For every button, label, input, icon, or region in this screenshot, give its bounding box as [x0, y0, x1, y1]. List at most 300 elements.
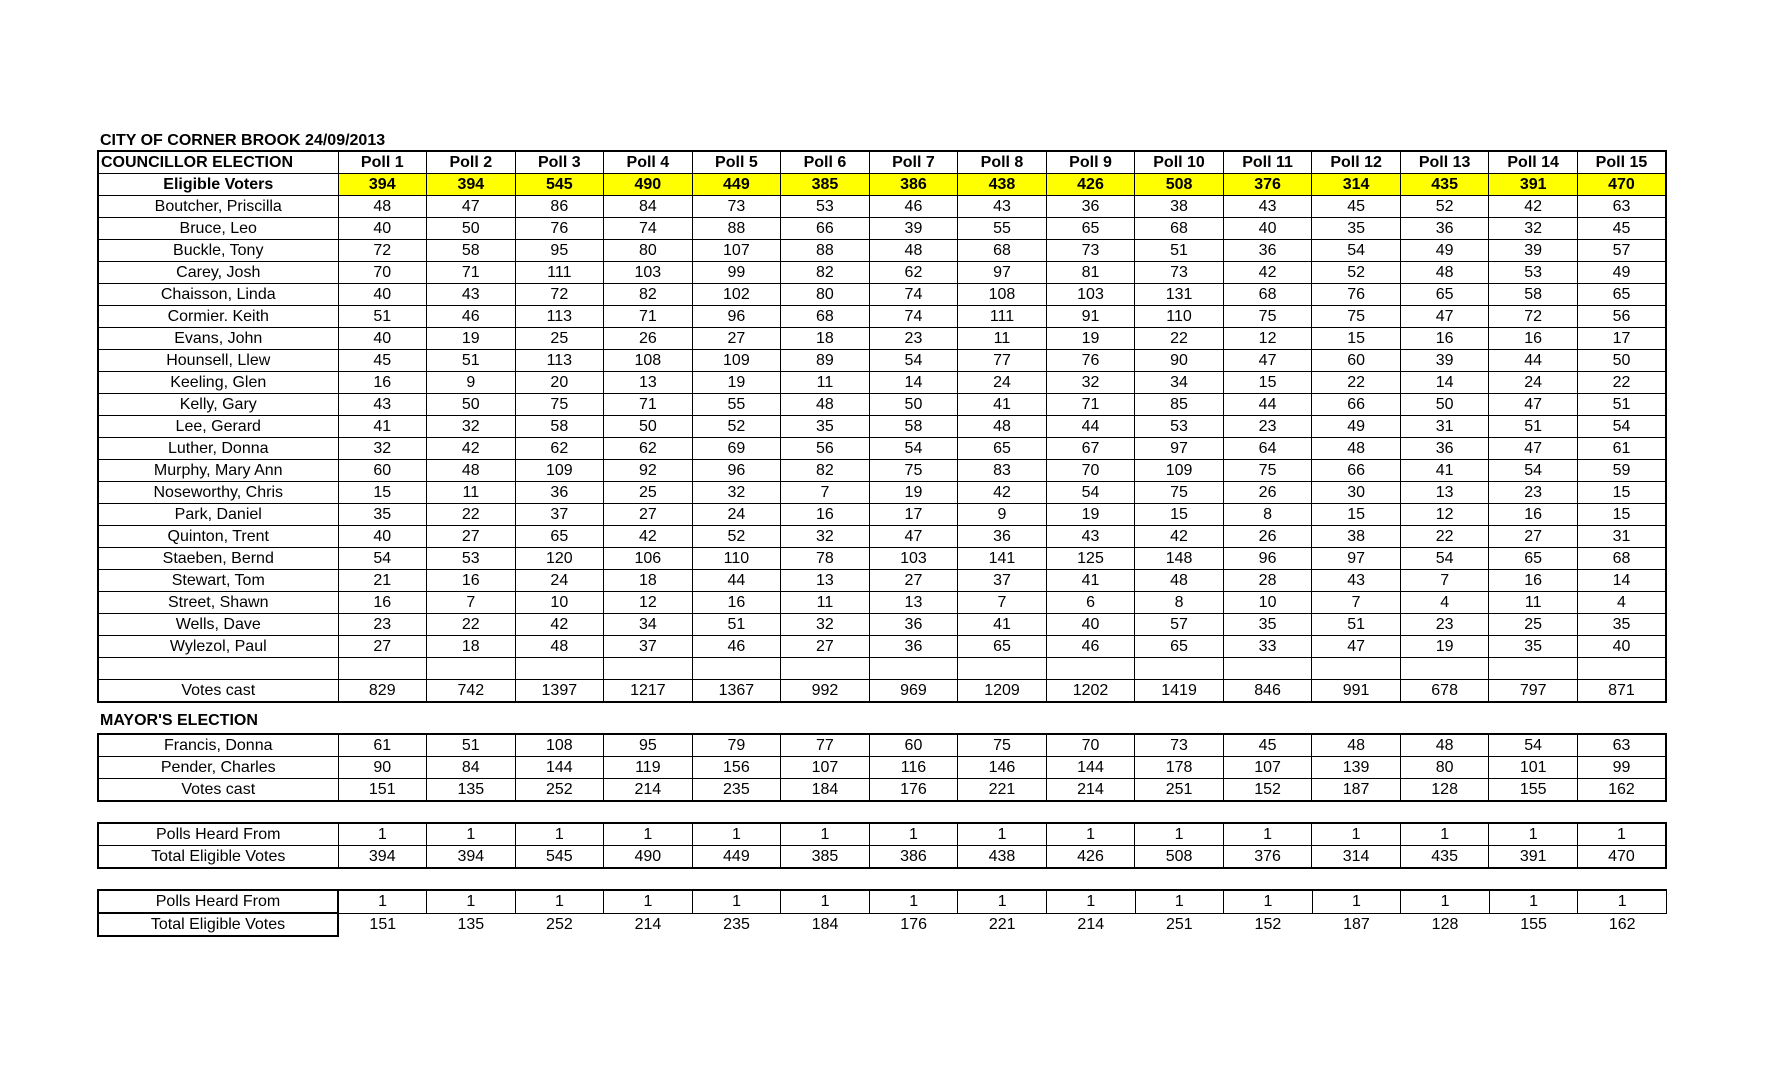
poll-header: Poll 14: [1489, 151, 1578, 174]
vote-count-cell: 11: [781, 372, 870, 394]
vote-count-cell: 58: [427, 240, 516, 262]
row-label: Wylezol, Paul: [98, 636, 338, 658]
vote-count-cell: 38: [1135, 196, 1224, 218]
vote-count-cell: 470: [1577, 174, 1666, 196]
vote-count-cell: 97: [1135, 438, 1224, 460]
vote-count-cell: 991: [1312, 680, 1401, 703]
vote-count-cell: 42: [1489, 196, 1578, 218]
vote-count-cell: 8: [1223, 504, 1312, 526]
vote-count-cell: 65: [1577, 284, 1666, 306]
vote-count-cell: 90: [1135, 350, 1224, 372]
vote-count-cell: 51: [338, 306, 427, 328]
vote-count-cell: 221: [988, 915, 1016, 933]
votes-cast-row: [98, 680, 1666, 703]
vote-count-cell: 141: [958, 548, 1047, 570]
vote-count-cell: 68: [781, 306, 870, 328]
vote-count-cell: 49: [1312, 416, 1401, 438]
vote-count-cell: 4: [1577, 592, 1666, 614]
vote-count-cell: 39: [1489, 240, 1578, 262]
vote-count-cell: 26: [1223, 482, 1312, 504]
vote-count-cell: 508: [1135, 846, 1224, 869]
vote-count-cell: 39: [869, 218, 958, 240]
vote-count-cell: 394: [338, 846, 427, 869]
councillor-heading: COUNCILLOR ELECTION: [98, 151, 338, 174]
vote-count-cell: 108: [515, 734, 604, 757]
vote-count-cell: 95: [604, 734, 693, 757]
vote-count-cell: 16: [1489, 570, 1578, 592]
vote-count-cell: 52: [692, 526, 781, 548]
blank-cell: [1577, 658, 1666, 680]
vote-count-cell: 32: [427, 416, 516, 438]
blank-cell: [692, 658, 781, 680]
vote-count-cell: 42: [1135, 526, 1224, 548]
blank-cell: [427, 658, 516, 680]
vote-count-cell: 41: [338, 416, 427, 438]
candidate-row: [98, 636, 1666, 658]
vote-count-cell: 1397: [515, 680, 604, 703]
row-label: Kelly, Gary: [98, 394, 338, 416]
vote-count-cell: 27: [692, 328, 781, 350]
row-label: Park, Daniel: [98, 504, 338, 526]
vote-count-cell: 15: [1312, 504, 1401, 526]
vote-count-cell: 48: [1312, 438, 1401, 460]
vote-count-cell: 41: [958, 394, 1047, 416]
vote-count-cell: 7: [427, 592, 516, 614]
vote-count-cell: 109: [1135, 460, 1224, 482]
row-label: Total Eligible Votes: [98, 913, 338, 936]
vote-count-cell: 62: [604, 438, 693, 460]
row-label: Polls Heard From: [98, 823, 338, 846]
vote-count-cell: 14: [1577, 570, 1666, 592]
vote-count-cell: 75: [958, 734, 1047, 757]
vote-count-cell: 42: [604, 526, 693, 548]
vote-count-cell: 55: [958, 218, 1047, 240]
vote-count-cell: 1: [338, 823, 427, 846]
vote-count-cell: 22: [1400, 526, 1489, 548]
vote-count-cell: 65: [1135, 636, 1224, 658]
vote-count-cell: 20: [515, 372, 604, 394]
vote-count-cell: 51: [427, 734, 516, 757]
vote-count-cell: 37: [604, 636, 693, 658]
vote-count-cell: 1: [1224, 890, 1313, 913]
vote-count-cell: 71: [604, 306, 693, 328]
poll-header: Poll 6: [781, 151, 870, 174]
vote-count-cell: 252: [515, 779, 604, 802]
vote-count-cell: 116: [869, 757, 958, 779]
vote-count-cell: 176: [900, 915, 927, 933]
candidate-row: [98, 328, 1666, 350]
vote-count-cell: 32: [692, 482, 781, 504]
vote-count-cell: 155: [1520, 915, 1547, 933]
vote-count-cell: 66: [1312, 460, 1401, 482]
poll-header: Poll 2: [427, 151, 516, 174]
row-label: Hounsell, Llew: [98, 350, 338, 372]
vote-count-cell: 53: [1135, 416, 1224, 438]
vote-count-cell: 54: [1400, 548, 1489, 570]
vote-count-cell: 1: [515, 890, 604, 913]
vote-count-cell: 45: [1312, 196, 1401, 218]
vote-count-cell: 12: [604, 592, 693, 614]
vote-count-cell: 58: [515, 416, 604, 438]
vote-count-cell: 47: [1400, 306, 1489, 328]
row-label: Keeling, Glen: [98, 372, 338, 394]
vote-count-cell: 40: [1577, 636, 1666, 658]
vote-count-cell: 113: [515, 350, 604, 372]
vote-count-cell: 490: [604, 174, 693, 196]
vote-count-cell: 48: [1312, 734, 1401, 757]
vote-count-cell: 24: [515, 570, 604, 592]
vote-count-cell: 23: [338, 614, 427, 636]
vote-count-cell: 60: [338, 460, 427, 482]
vote-count-cell: 50: [427, 394, 516, 416]
vote-count-cell: 102: [692, 284, 781, 306]
vote-count-cell: 394: [427, 846, 516, 869]
vote-count-cell: 15: [1577, 504, 1666, 526]
vote-count-cell: 58: [869, 416, 958, 438]
vote-count-cell: 82: [781, 262, 870, 284]
vote-count-cell: 59: [1577, 460, 1666, 482]
vote-count-cell: 438: [958, 174, 1047, 196]
vote-count-cell: 50: [1577, 350, 1666, 372]
vote-count-cell: 86: [515, 196, 604, 218]
row-label: Francis, Donna: [98, 734, 338, 757]
vote-count-cell: 44: [1489, 350, 1578, 372]
vote-count-cell: 449: [692, 846, 781, 869]
vote-count-cell: 1: [1312, 890, 1401, 913]
vote-count-cell: 14: [1400, 372, 1489, 394]
vote-count-cell: 144: [1046, 757, 1135, 779]
vote-count-cell: 103: [869, 548, 958, 570]
vote-count-cell: 34: [604, 614, 693, 636]
vote-count-cell: 42: [427, 438, 516, 460]
vote-count-cell: 1: [1046, 823, 1135, 846]
vote-count-cell: 18: [427, 636, 516, 658]
vote-count-cell: 101: [1489, 757, 1578, 779]
vote-count-cell: 187: [1312, 779, 1401, 802]
row-label: Lee, Gerard: [98, 416, 338, 438]
vote-count-cell: 23: [1489, 482, 1578, 504]
vote-count-cell: 1419: [1135, 680, 1224, 703]
vote-count-cell: 144: [515, 757, 604, 779]
councillor-table: [97, 150, 1667, 703]
vote-count-cell: 15: [1312, 328, 1401, 350]
vote-count-cell: 84: [427, 757, 516, 779]
vote-count-cell: 1: [427, 890, 516, 913]
vote-count-cell: 82: [781, 460, 870, 482]
vote-count-cell: 314: [1312, 174, 1401, 196]
vote-count-cell: 1: [958, 890, 1047, 913]
election-results-sheet: [97, 129, 1667, 937]
vote-count-cell: 107: [692, 240, 781, 262]
vote-count-cell: 394: [427, 174, 516, 196]
vote-count-cell: 70: [338, 262, 427, 284]
poll-header: Poll 5: [692, 151, 781, 174]
vote-count-cell: 15: [338, 482, 427, 504]
vote-count-cell: 108: [604, 350, 693, 372]
vote-count-cell: 1367: [692, 680, 781, 703]
vote-count-cell: 13: [604, 372, 693, 394]
poll-header: Poll 11: [1223, 151, 1312, 174]
row-label: Evans, John: [98, 328, 338, 350]
vote-count-cell: 27: [427, 526, 516, 548]
vote-count-cell: 508: [1135, 174, 1224, 196]
vote-count-cell: 235: [692, 779, 781, 802]
vote-count-cell: 73: [692, 196, 781, 218]
vote-count-cell: 10: [1223, 592, 1312, 614]
blank-cell: [1223, 658, 1312, 680]
vote-count-cell: 52: [1312, 262, 1401, 284]
poll-header: Poll 4: [604, 151, 693, 174]
vote-count-cell: 63: [1577, 734, 1666, 757]
vote-count-cell: 51: [1577, 394, 1666, 416]
vote-count-cell: 449: [692, 174, 781, 196]
vote-count-cell: 51: [1489, 416, 1578, 438]
vote-count-cell: 1217: [604, 680, 693, 703]
row-label: Chaisson, Linda: [98, 284, 338, 306]
vote-count-cell: 57: [1135, 614, 1224, 636]
vote-count-cell: 48: [869, 240, 958, 262]
vote-count-cell: 45: [1223, 734, 1312, 757]
vote-count-cell: 36: [1400, 218, 1489, 240]
vote-count-cell: 385: [781, 174, 870, 196]
vote-count-cell: 27: [869, 570, 958, 592]
vote-count-cell: 92: [604, 460, 693, 482]
vote-count-cell: 50: [1400, 394, 1489, 416]
vote-count-cell: 53: [781, 196, 870, 218]
vote-count-cell: 46: [869, 196, 958, 218]
vote-count-cell: 146: [958, 757, 1047, 779]
vote-count-cell: 54: [1489, 460, 1578, 482]
vote-count-cell: 40: [338, 328, 427, 350]
vote-count-cell: 46: [1046, 636, 1135, 658]
vote-count-cell: 103: [604, 262, 693, 284]
vote-count-cell: 7: [781, 482, 870, 504]
vote-count-cell: 13: [1400, 482, 1489, 504]
vote-count-cell: 108: [958, 284, 1047, 306]
vote-count-cell: 44: [692, 570, 781, 592]
vote-count-cell: 63: [1577, 196, 1666, 218]
vote-count-cell: 214: [604, 779, 693, 802]
vote-count-cell: 23: [1400, 614, 1489, 636]
vote-count-cell: 36: [869, 636, 958, 658]
vote-count-cell: 36: [958, 526, 1047, 548]
vote-count-cell: 16: [338, 372, 427, 394]
vote-count-cell: 69: [692, 438, 781, 460]
vote-count-cell: 235: [723, 915, 750, 933]
vote-count-cell: 46: [427, 306, 516, 328]
vote-count-cell: 969: [869, 680, 958, 703]
candidate-row: [98, 592, 1666, 614]
vote-count-cell: 60: [869, 734, 958, 757]
vote-count-cell: 48: [781, 394, 870, 416]
vote-count-cell: 44: [1046, 416, 1135, 438]
vote-count-cell: 13: [869, 592, 958, 614]
poll-header-row: [98, 151, 1666, 174]
vote-count-cell: 1: [338, 890, 427, 913]
vote-count-cell: 25: [604, 482, 693, 504]
vote-count-cell: 41: [1400, 460, 1489, 482]
vote-count-cell: 44: [1223, 394, 1312, 416]
vote-count-cell: 435: [1400, 174, 1489, 196]
vote-count-cell: 1: [1135, 823, 1224, 846]
blank-cell: [338, 658, 427, 680]
vote-count-cell: 438: [958, 846, 1047, 869]
vote-count-cell: 742: [427, 680, 516, 703]
vote-count-cell: 72: [338, 240, 427, 262]
vote-count-cell: 35: [1577, 614, 1666, 636]
vote-count-cell: 1: [1578, 890, 1667, 913]
vote-count-cell: 16: [1489, 504, 1578, 526]
vote-count-cell: 376: [1223, 846, 1312, 869]
vote-count-cell: 12: [1223, 328, 1312, 350]
summary-table-mayor: [97, 889, 1667, 937]
vote-count-cell: 545: [515, 174, 604, 196]
poll-header: Poll 15: [1577, 151, 1666, 174]
vote-count-cell: 152: [1254, 915, 1282, 933]
vote-count-cell: 27: [1489, 526, 1578, 548]
vote-count-cell: 19: [427, 328, 516, 350]
vote-count-cell: 79: [692, 734, 781, 757]
vote-count-cell: 125: [1046, 548, 1135, 570]
summary-row: [98, 890, 1667, 913]
poll-header: Poll 3: [515, 151, 604, 174]
candidate-row: [98, 548, 1666, 570]
vote-count-cell: 47: [1312, 636, 1401, 658]
vote-count-cell: 50: [427, 218, 516, 240]
vote-count-cell: 48: [1135, 570, 1224, 592]
vote-count-cell: 426: [1046, 174, 1135, 196]
vote-count-cell: 68: [1577, 548, 1666, 570]
vote-count-cell: 119: [604, 757, 693, 779]
vote-count-cell: 32: [781, 614, 870, 636]
vote-count-cell: 75: [1135, 482, 1224, 504]
vote-count-cell: 74: [869, 306, 958, 328]
vote-count-cell: 40: [338, 218, 427, 240]
vote-count-cell: 22: [1577, 372, 1666, 394]
vote-count-cell: 9: [427, 372, 516, 394]
vote-count-cell: 43: [958, 196, 1047, 218]
vote-count-cell: 31: [1400, 416, 1489, 438]
vote-count-cell: 15: [1223, 372, 1312, 394]
vote-count-cell: 24: [1489, 372, 1578, 394]
vote-count-cell: 1: [692, 890, 781, 913]
vote-count-cell: 376: [1223, 174, 1312, 196]
vote-count-cell: 1: [692, 823, 781, 846]
candidate-row: [98, 482, 1666, 504]
candidate-row: [98, 614, 1666, 636]
vote-count-cell: 35: [338, 504, 427, 526]
vote-count-cell: 77: [958, 350, 1047, 372]
vote-count-cell: 1: [427, 823, 516, 846]
poll-header: Poll 12: [1312, 151, 1401, 174]
vote-count-cell: 1: [1577, 823, 1666, 846]
vote-count-cell: 84: [604, 196, 693, 218]
vote-count-cell: 82: [604, 284, 693, 306]
vote-count-cell: 1: [1400, 823, 1489, 846]
vote-count-cell: 152: [1223, 779, 1312, 802]
vote-count-cell: 74: [604, 218, 693, 240]
vote-count-cell: 73: [1135, 734, 1224, 757]
blank-cell: [98, 658, 338, 680]
vote-count-cell: 23: [869, 328, 958, 350]
vote-count-cell: 54: [1577, 416, 1666, 438]
vote-count-cell: 52: [1400, 196, 1489, 218]
row-label: Carey, Josh: [98, 262, 338, 284]
vote-count-cell: 62: [515, 438, 604, 460]
vote-count-cell: 32: [781, 526, 870, 548]
vote-count-cell: 83: [958, 460, 1047, 482]
vote-count-cell: 1: [1489, 823, 1578, 846]
vote-count-cell: 65: [958, 438, 1047, 460]
vote-count-cell: 426: [1046, 846, 1135, 869]
vote-count-cell: 1: [1047, 890, 1136, 913]
vote-count-cell: 9: [958, 504, 1047, 526]
page-title: CITY OF CORNER BROOK 24/09/2013: [100, 132, 386, 149]
vote-count-cell: 47: [1223, 350, 1312, 372]
vote-count-cell: 88: [692, 218, 781, 240]
vote-count-cell: 51: [692, 614, 781, 636]
vote-count-cell: 60: [1312, 350, 1401, 372]
vote-count-cell: 184: [811, 915, 839, 933]
vote-count-cell: 65: [1400, 284, 1489, 306]
vote-count-cell: 107: [781, 757, 870, 779]
vote-count-cell: 24: [958, 372, 1047, 394]
vote-count-cell: 54: [869, 438, 958, 460]
blank-cell: [1312, 658, 1401, 680]
vote-count-cell: 19: [1400, 636, 1489, 658]
vote-count-cell: 871: [1577, 680, 1666, 703]
vote-count-cell: 77: [781, 734, 870, 757]
vote-count-cell: 394: [338, 174, 427, 196]
vote-count-cell: 56: [781, 438, 870, 460]
vote-count-cell: 28: [1223, 570, 1312, 592]
row-label: Eligible Voters: [98, 174, 338, 196]
vote-count-cell: 54: [1489, 734, 1578, 757]
row-label: Bruce, Leo: [98, 218, 338, 240]
vote-count-cell: 73: [1046, 240, 1135, 262]
vote-count-cell: 148: [1135, 548, 1224, 570]
vote-count-cell: 96: [692, 306, 781, 328]
blank-cell: [869, 658, 958, 680]
vote-count-cell: 49: [1400, 240, 1489, 262]
vote-count-cell: 470: [1577, 846, 1666, 869]
vote-count-cell: 43: [1046, 526, 1135, 548]
candidate-row: [98, 526, 1666, 548]
vote-count-cell: 162: [1577, 779, 1666, 802]
eligible-voters-row: [98, 174, 1666, 196]
vote-count-cell: 97: [1312, 548, 1401, 570]
vote-count-cell: 435: [1400, 846, 1489, 869]
vote-count-cell: 25: [1489, 614, 1578, 636]
vote-count-cell: 35: [1223, 614, 1312, 636]
vote-count-cell: 38: [1312, 526, 1401, 548]
vote-count-cell: 1: [958, 823, 1047, 846]
row-label: Street, Shawn: [98, 592, 338, 614]
vote-count-cell: 40: [338, 284, 427, 306]
row-label: Murphy, Mary Ann: [98, 460, 338, 482]
vote-count-cell: 75: [1312, 306, 1401, 328]
vote-count-cell: 17: [1577, 328, 1666, 350]
vote-count-cell: 96: [1223, 548, 1312, 570]
vote-count-cell: 89: [781, 350, 870, 372]
vote-count-cell: 16: [427, 570, 516, 592]
blank-cell: [1135, 658, 1224, 680]
vote-count-cell: 7: [1312, 592, 1401, 614]
vote-count-cell: 99: [1577, 757, 1666, 779]
vote-count-cell: 19: [1046, 328, 1135, 350]
row-label: Wells, Dave: [98, 614, 338, 636]
vote-count-cell: 45: [1577, 218, 1666, 240]
